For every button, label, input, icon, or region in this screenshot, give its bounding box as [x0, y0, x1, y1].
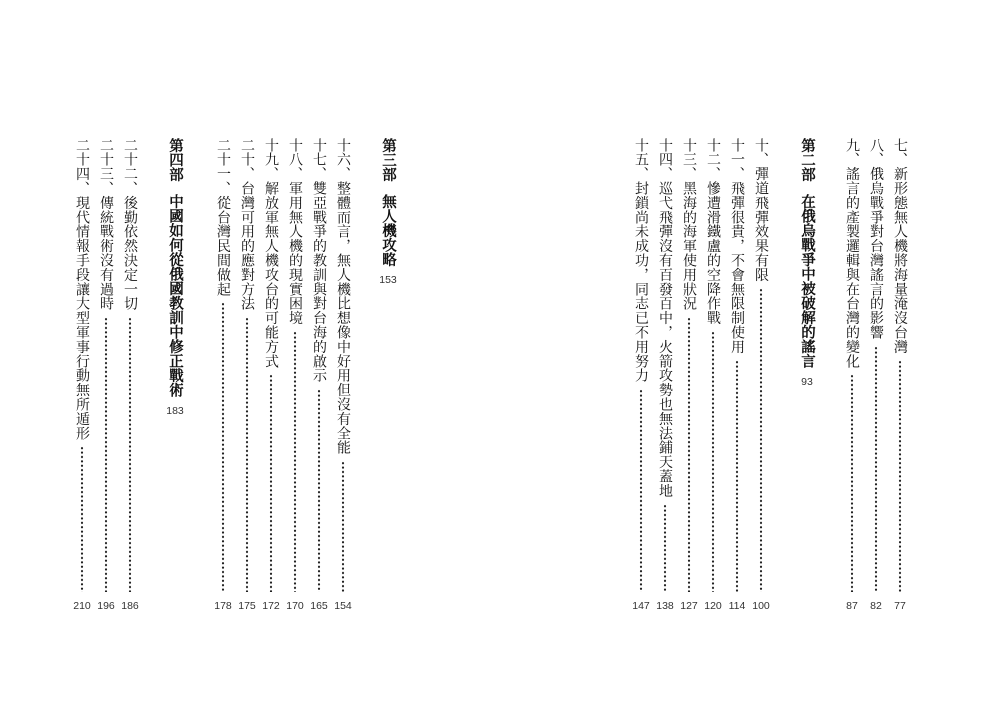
chapter-title: 二十四、現代情報手段讓大型軍事行動無所遁形: [74, 138, 90, 441]
chapter-title: 二十二、後勤依然決定一切: [122, 138, 138, 311]
page-number: 154: [334, 600, 352, 612]
chapter-title: 二十一、從台灣民間做起: [215, 138, 231, 297]
page-number: 114: [728, 600, 746, 612]
dot-leader: [711, 331, 715, 592]
page-number: 165: [310, 600, 328, 612]
part-heading: [163, 138, 187, 417]
chapter-title: 十八、軍用無人機的現實困境: [287, 138, 303, 326]
chapter-title: 十三、黑海的海軍使用狀況: [681, 138, 697, 311]
chapter-title: 二十三、傳統戰術沒有過時: [98, 138, 114, 311]
dot-leader: [293, 331, 297, 592]
part-label: 第二部: [799, 138, 816, 182]
dot-leader: [874, 346, 878, 592]
dot-leader: [663, 504, 667, 592]
page-number: 172: [262, 600, 280, 612]
part-page-number: 93: [801, 375, 813, 388]
chapter-title: 十二、慘遭滑鐵盧的空降作戰: [705, 138, 721, 326]
chapter-title: 八、俄烏戰爭對台灣謠言的影響: [868, 138, 884, 340]
page-number: 138: [656, 600, 674, 612]
toc-entry: [630, 138, 652, 612]
page-number: 120: [704, 600, 722, 612]
dot-leader: [128, 317, 132, 592]
part-label: 第四部: [167, 138, 184, 182]
part-heading: [376, 138, 400, 286]
part-title: 在俄烏戰爭中被破解的謠言: [799, 193, 816, 368]
chapter-title: 十、彈道飛彈效果有限: [753, 138, 769, 282]
toc-entry: [678, 138, 700, 612]
chapter-title: 九、謠言的產製邏輯與在台灣的變化: [844, 138, 860, 369]
chapter-title: 十九、解放軍無人機攻台的可能方式: [263, 138, 279, 369]
right-page: [500, 0, 1000, 715]
dot-leader: [104, 317, 108, 592]
toc-entry: [332, 138, 354, 612]
chapter-title: 二十、台灣可用的應對方法: [239, 138, 255, 311]
dot-leader: [245, 317, 249, 592]
toc-entry: [841, 138, 863, 612]
part-title: 中國如何從俄國教訓中修正戰術: [167, 193, 184, 397]
chapter-title: 十四、巡弋飛彈沒有百發百中，火箭攻勢也無法鋪天蓋地: [657, 138, 673, 498]
toc-entry: [119, 138, 141, 612]
dot-leader: [317, 389, 321, 592]
toc-entry: [702, 138, 724, 612]
toc-entry: [71, 138, 93, 612]
toc-entry: [654, 138, 676, 612]
dot-leader: [341, 461, 345, 592]
page-number: 186: [121, 600, 139, 612]
toc-entry: [308, 138, 330, 612]
dot-leader: [269, 374, 273, 592]
toc-entry: [750, 138, 772, 612]
dot-leader: [759, 288, 763, 592]
toc-entry: [95, 138, 117, 612]
dot-leader: [80, 446, 84, 592]
toc-entry: [284, 138, 306, 612]
page-number: 77: [894, 600, 906, 612]
toc-entry: [726, 138, 748, 612]
chapter-title: 十六、整體而言，無人機比想像中好用但沒有全能: [335, 138, 351, 455]
page-number: 170: [286, 600, 304, 612]
dot-leader: [735, 360, 739, 592]
chapter-title: 十一、飛彈很貴，不會無限制使用: [729, 138, 745, 354]
page-number: 127: [680, 600, 698, 612]
page-number: 196: [97, 600, 115, 612]
dot-leader: [898, 360, 902, 592]
page-number: 210: [73, 600, 91, 612]
chapter-title: 十七、雙亞戰爭的教訓與對台海的啟示: [311, 138, 327, 383]
page-number: 87: [846, 600, 858, 612]
toc-entry: [212, 138, 234, 612]
page-number: 175: [238, 600, 256, 612]
part-heading: [795, 138, 819, 388]
page-number: 100: [752, 600, 770, 612]
dot-leader: [639, 389, 643, 592]
dot-leader: [221, 302, 225, 592]
toc-entry: [865, 138, 887, 612]
toc-entry: [236, 138, 258, 612]
dot-leader: [687, 317, 691, 592]
page-number: 82: [870, 600, 882, 612]
part-title: 無人機攻略: [380, 193, 397, 266]
toc-entry: [889, 138, 911, 612]
toc-entry: [260, 138, 282, 612]
page-number: 178: [214, 600, 232, 612]
part-label: 第三部: [380, 138, 397, 182]
chapter-title: 七、新形態無人機將海量淹沒台灣: [892, 138, 908, 354]
part-page-number: 153: [379, 274, 397, 286]
page-number: 147: [632, 600, 650, 612]
chapter-title: 十五、封鎖尚未成功，同志已不用努力: [633, 138, 649, 383]
part-page-number: 183: [166, 404, 184, 417]
dot-leader: [850, 374, 854, 592]
